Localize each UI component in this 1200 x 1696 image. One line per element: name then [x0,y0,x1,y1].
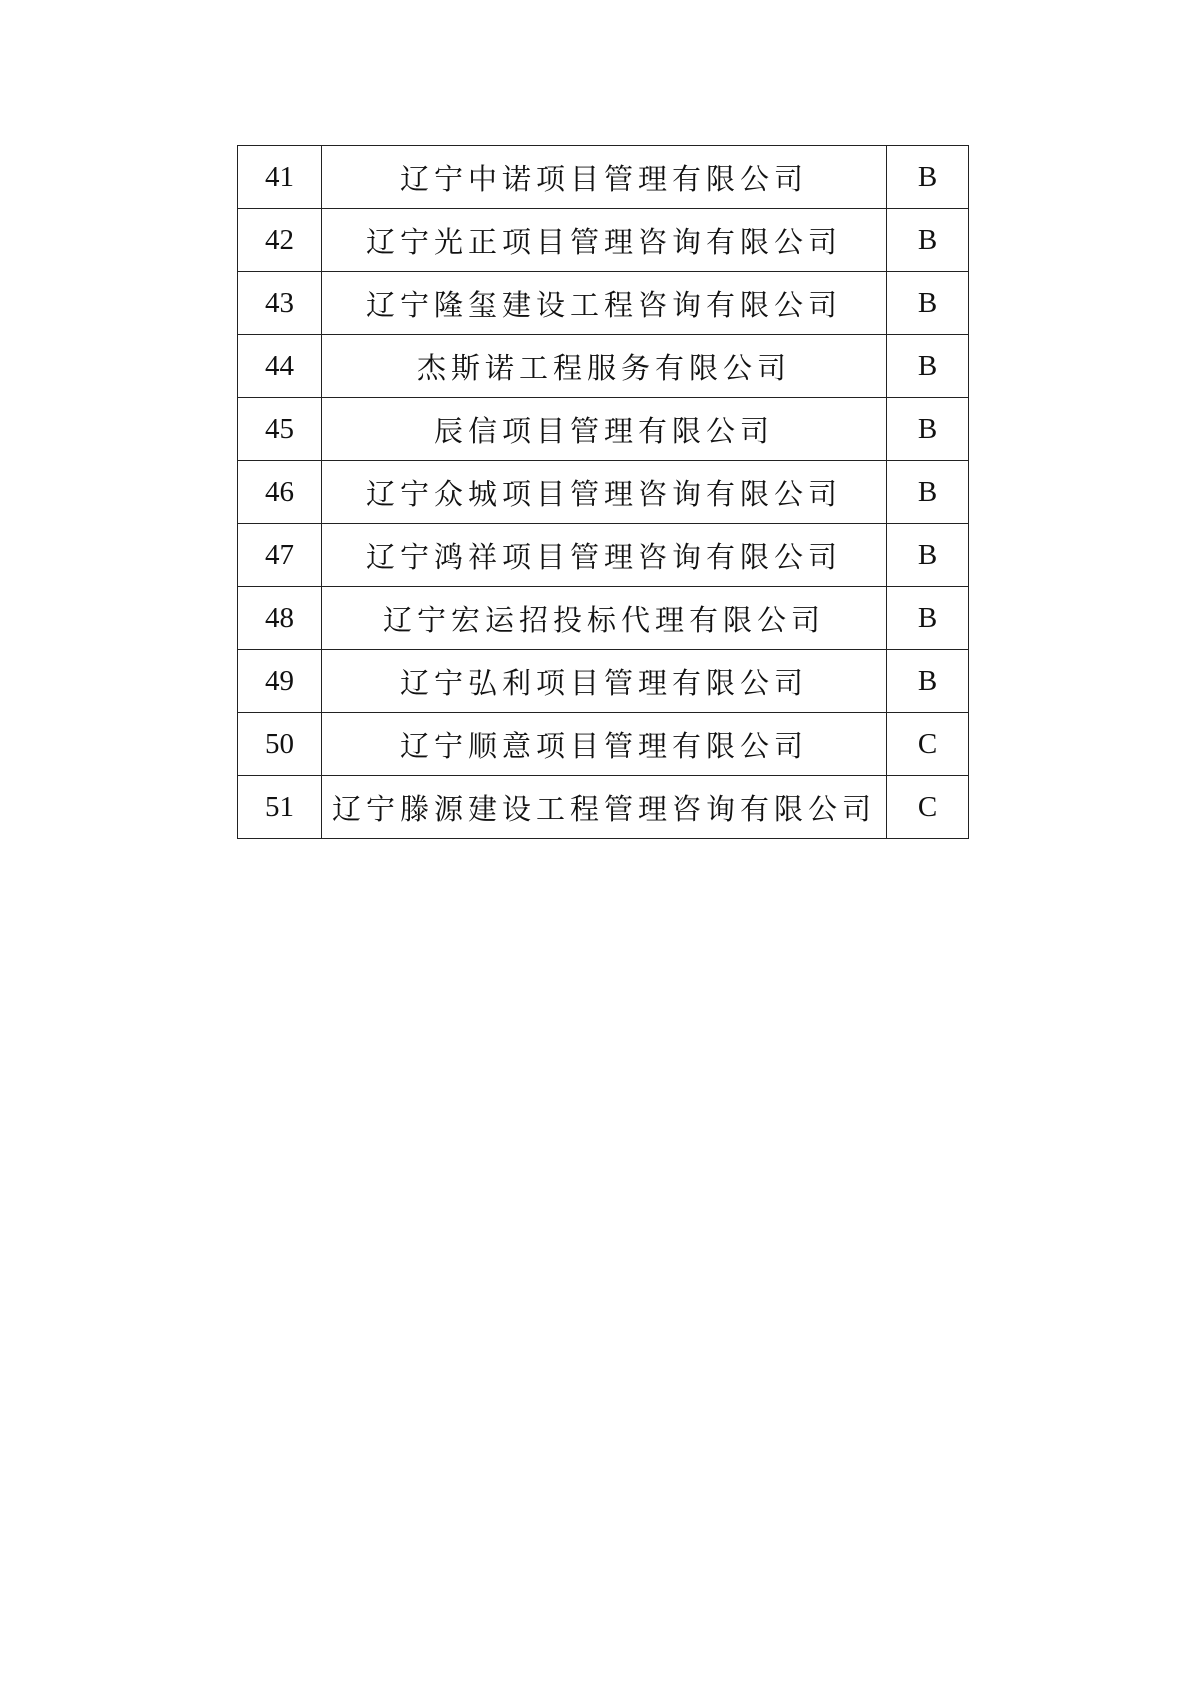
row-number: 42 [238,209,322,272]
table-row [238,398,969,461]
table-row [238,587,969,650]
company-name: 辽宁光正项目管理咨询有限公司 [322,209,887,272]
grade-value: B [887,146,969,209]
grade-value: C [887,776,969,839]
row-number: 47 [238,524,322,587]
table-row [238,209,969,272]
company-name: 辽宁中诺项目管理有限公司 [322,146,887,209]
table-row [238,650,969,713]
table-row [238,272,969,335]
company-name: 辽宁众城项目管理咨询有限公司 [322,461,887,524]
row-number: 43 [238,272,322,335]
company-grade-table [237,145,969,839]
grade-value: B [887,524,969,587]
table-body [238,146,969,839]
grade-value: B [887,272,969,335]
row-number: 50 [238,713,322,776]
grade-value: B [887,461,969,524]
table-row [238,146,969,209]
row-number: 41 [238,146,322,209]
row-number: 44 [238,335,322,398]
grade-value: C [887,713,969,776]
table-row [238,713,969,776]
grade-value: B [887,398,969,461]
row-number: 51 [238,776,322,839]
company-name: 辽宁隆玺建设工程咨询有限公司 [322,272,887,335]
company-name: 辽宁滕源建设工程管理咨询有限公司 [322,776,887,839]
table-row [238,335,969,398]
row-number: 49 [238,650,322,713]
row-number: 48 [238,587,322,650]
grade-value: B [887,209,969,272]
table-row [238,461,969,524]
row-number: 46 [238,461,322,524]
company-name: 辽宁宏运招投标代理有限公司 [322,587,887,650]
table-row [238,524,969,587]
grade-value: B [887,335,969,398]
table-row [238,776,969,839]
company-name: 辽宁顺意项目管理有限公司 [322,713,887,776]
grade-value: B [887,587,969,650]
grade-value: B [887,650,969,713]
row-number: 45 [238,398,322,461]
company-name: 辰信项目管理有限公司 [322,398,887,461]
company-name: 辽宁鸿祥项目管理咨询有限公司 [322,524,887,587]
company-name: 辽宁弘利项目管理有限公司 [322,650,887,713]
company-name: 杰斯诺工程服务有限公司 [322,335,887,398]
